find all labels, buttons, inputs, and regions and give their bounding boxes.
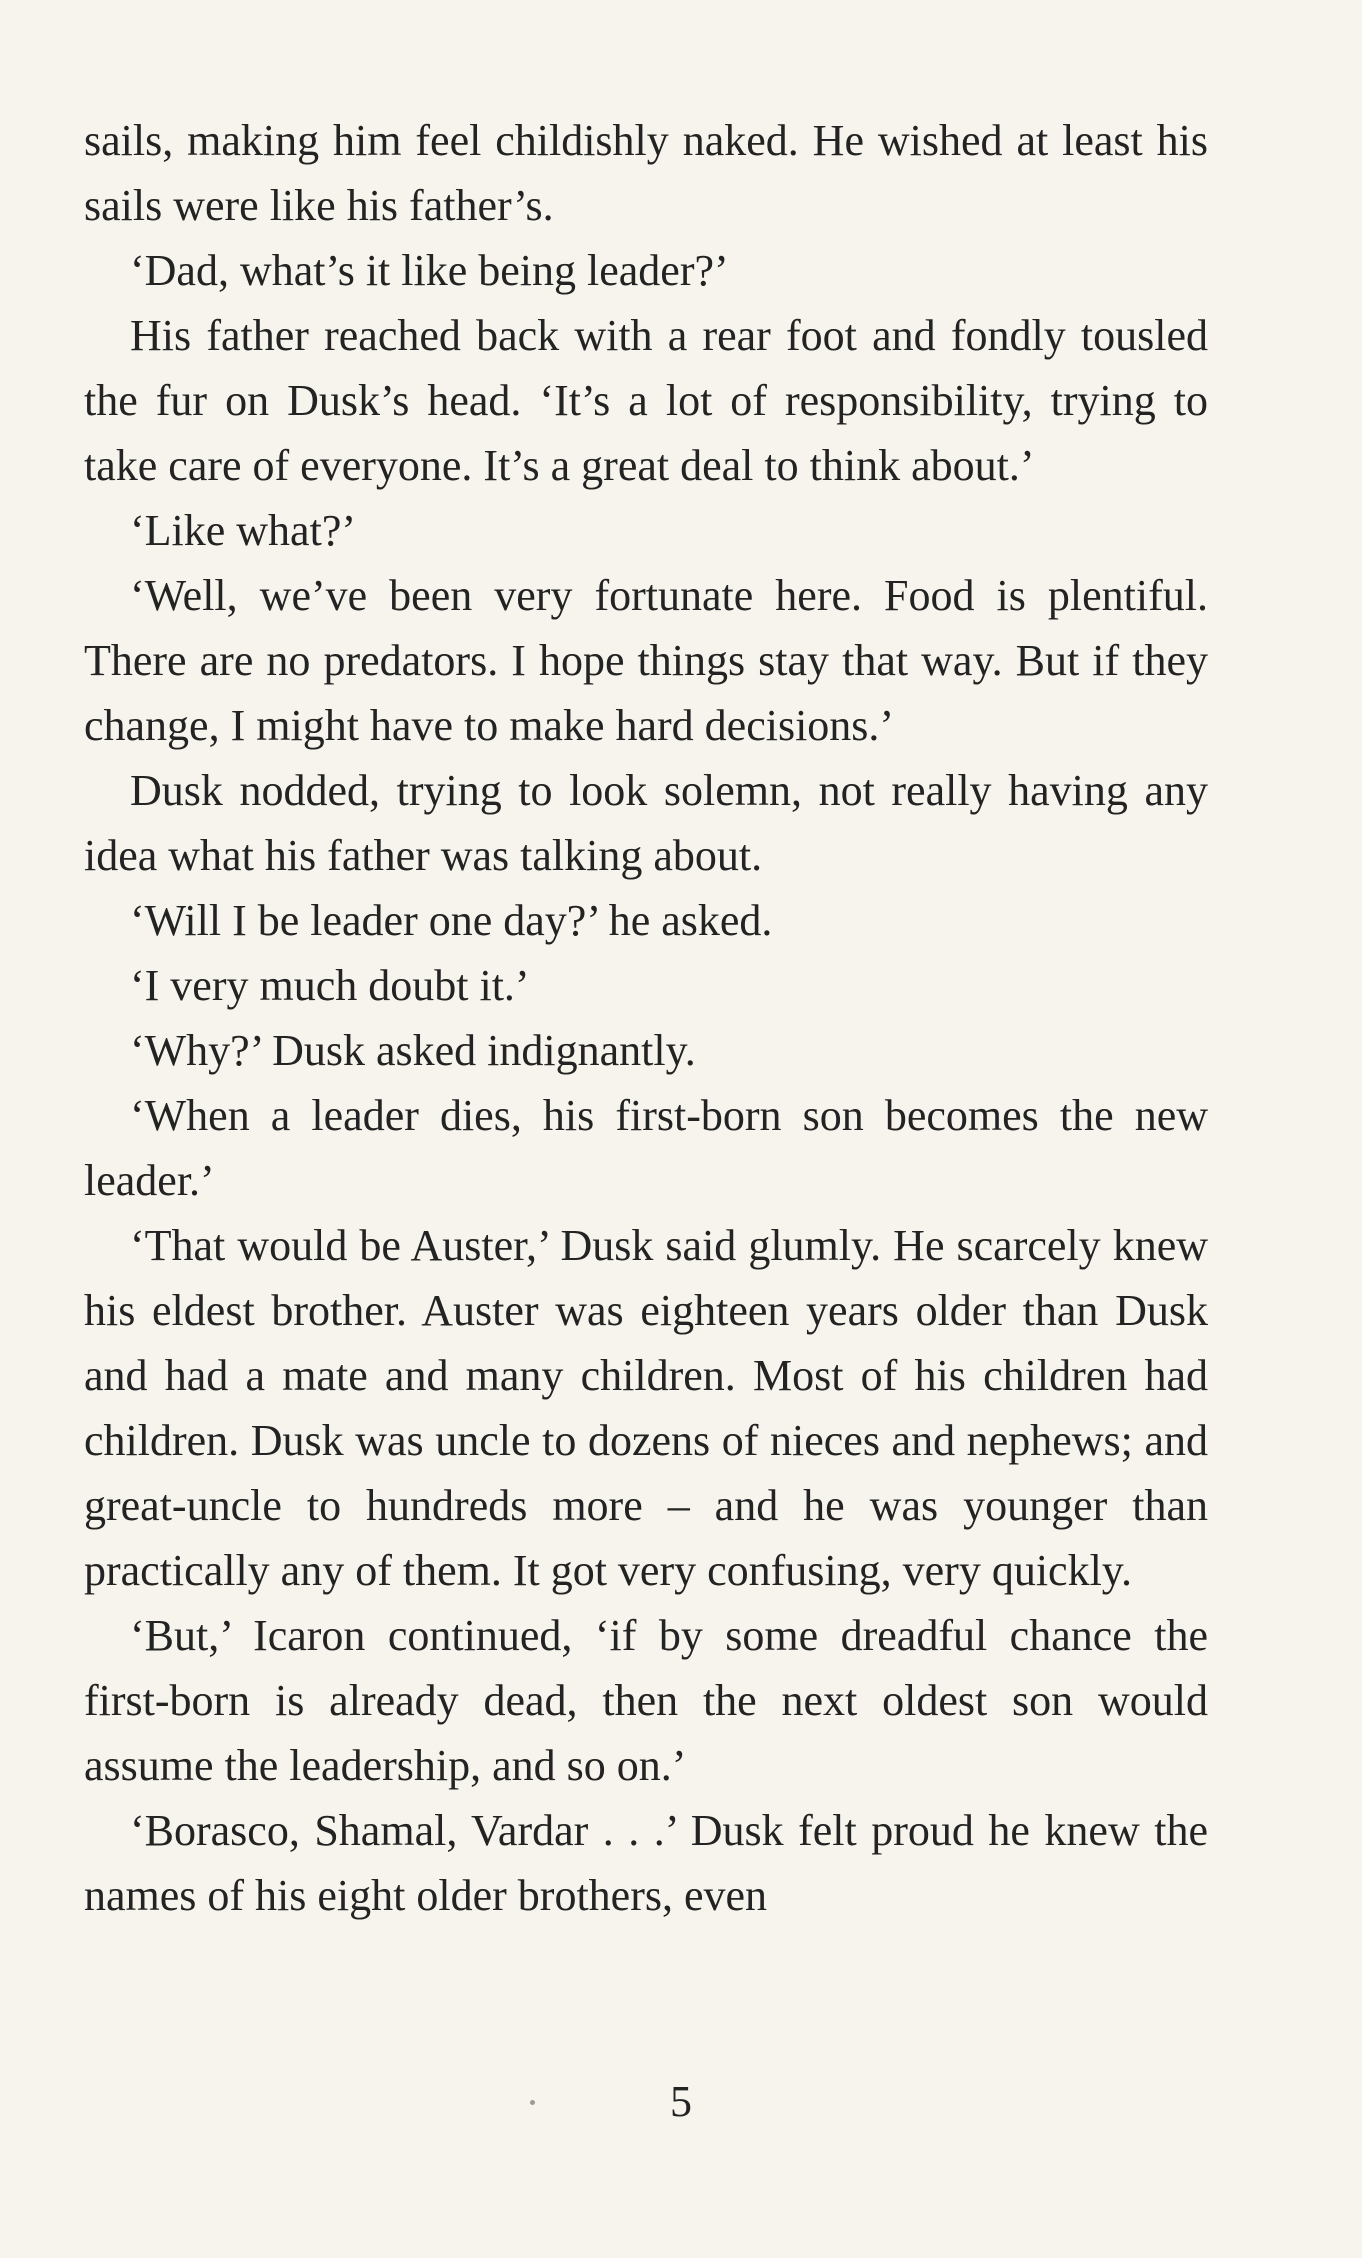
paragraph: Dusk nodded, trying to look solemn, not really having any idea what his father was talking about.: [84, 766, 1208, 880]
paragraph: ‘Why?’ Dusk asked indignantly.: [130, 1026, 696, 1075]
page-number: 5: [670, 2077, 692, 2126]
paragraph: ‘I very much doubt it.’: [130, 961, 530, 1010]
paragraph: ‘Like what?’: [130, 506, 356, 555]
paragraph: ‘That would be Auster,’ Dusk said glumly. He scarcely knew his eldest brother. Auster was eighteen years older than Dusk and had a mate and many children. Most of his children had children. Dusk was uncle to dozens of nieces and nephews; and great-uncle to hundreds more – and he was younger than practically any of them. It got very confusing, very quickly.: [84, 1221, 1208, 1595]
paragraph: ‘Will I be leader one day?’ he asked.: [130, 896, 773, 945]
paragraph: His father reached back with a rear foot and fondly tousled the fur on Dusk’s head. ‘It’s a lot of responsibility, trying to take care of everyone. It’s a great deal to think about.’: [84, 311, 1208, 490]
paragraph: ‘But,’ Icaron continued, ‘if by some dreadful chance the first-born is already dead, then the next oldest son would assume the leadership, and so on.’: [84, 1611, 1208, 1790]
body-text: [84, 108, 1208, 1928]
paragraph: sails, making him feel childishly naked. He wished at least his sails were like his father’s.: [84, 116, 1208, 230]
paragraph: ‘When a leader dies, his first-born son becomes the new leader.’: [84, 1091, 1208, 1205]
paragraph: ‘Dad, what’s it like being leader?’: [130, 246, 729, 295]
paragraph: ‘Borasco, Shamal, Vardar . . .’ Dusk felt proud he knew the names of his eight older brothers, even: [84, 1806, 1208, 1920]
paragraph: ‘Well, we’ve been very fortunate here. Food is plentiful. There are no predators. I hope things stay that way. But if they change, I might have to make hard decisions.’: [84, 571, 1208, 750]
